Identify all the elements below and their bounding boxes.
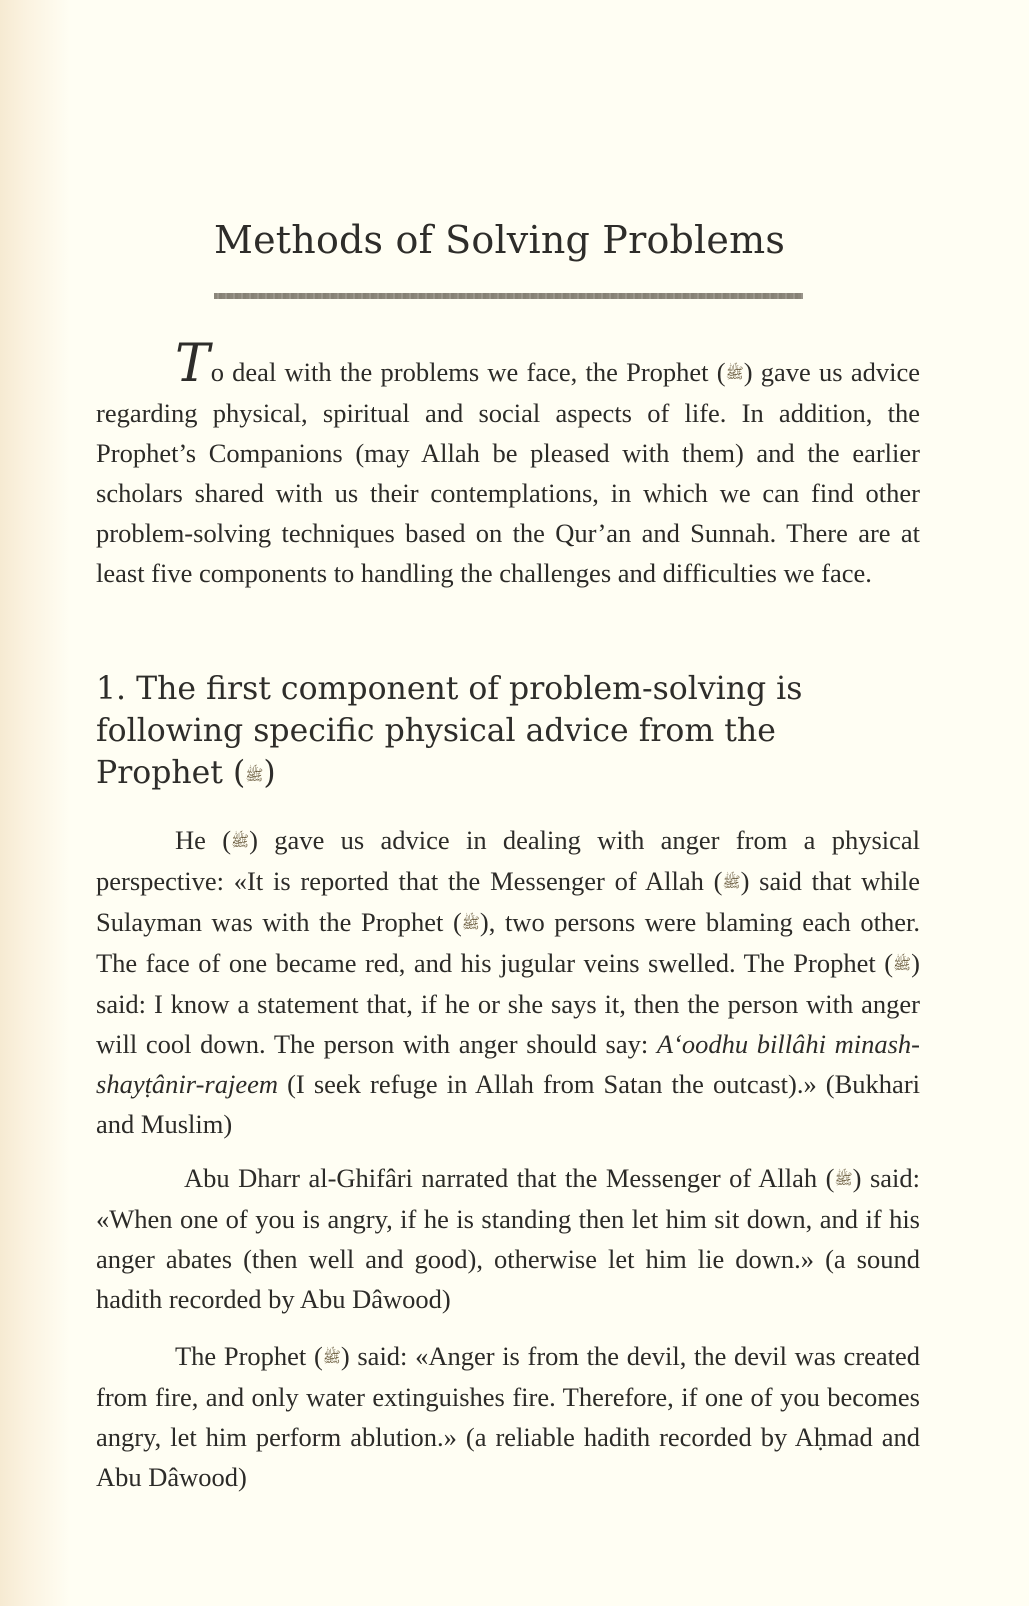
intro-paragraph [96,334,920,593]
text-segment: ) said: I know a statement that, if he or she says it, then the person with anger will cool down. The person with anger should say: [96,948,920,1059]
pbuh-honorific-icon: ﷺ [322,1348,341,1366]
title-underline-rule [214,293,803,299]
section-heading-close: ) [263,755,276,791]
intro-text-start: o deal with the problems we face, the Prophet ( [210,357,726,387]
paragraph-ablution [96,1336,920,1497]
text-segment: ) said: «When one of you is angry, if he is standing then let him sit down, and if his anger abates (then well and good), otherwise let him lie down.» (a sound hadith recorded by Abu Dâwood) [96,1163,921,1314]
page-spine-shadow [0,0,70,1606]
text-segment: He ( [175,825,232,855]
pbuh-honorific-icon: ﷺ [231,832,250,850]
text-segment: ), two persons were blaming each other. The face of one became red, and his jugular veins swelled. The Prophet ( [96,907,920,978]
text-segment: The Prophet ( [175,1341,323,1371]
chapter-title: Methods of Solving Problems [214,218,786,262]
text-segment: Abu Dharr al-Ghifâri narrated that the Messenger of Allah ( [184,1163,835,1193]
pbuh-honorific-icon: ﷺ [893,955,912,973]
paragraph-abu-dharr [96,1158,920,1319]
pbuh-honorific-icon: ﷺ [461,914,480,932]
pbuh-honorific-icon: ﷺ [722,873,741,891]
intro-text-rest: ) gave us advice regarding physical, spiritual and social aspects of life. In addition, the Prophet’s Companions (may Allah be pleased with them) and the earlier scholars shared with us their contemplations, in which we can find other problem-solving techniques based on the Qur’an and Sunnah. There are at least five components to handling the challenges and difficulties we face. [96,357,920,588]
drop-cap: T [175,334,210,394]
paragraph-anger-advice [96,820,920,1144]
text-segment: ) gave us advice in dealing with anger from a physical perspective: «It is reported that the Messenger of Allah ( [96,825,921,896]
section-heading [96,668,856,796]
text-segment: ) said that while Sulayman was with the Prophet ( [96,866,920,937]
text-segment: ) said: «Anger is from the devil, the devil was created from fire, and only water extinguishes fire. Therefore, if one of you becomes angry, let him perform ablution.» (a reliable hadith recorded by Aḥmad and Abu Dâwood) [96,1341,920,1492]
transliteration-phrase: A‘oodhu billâhi minash-shayṭânir-rajeem [96,1029,920,1099]
pbuh-honorific-icon: ﷺ [725,364,744,382]
text-segment: (I seek refuge in Allah from Satan the outcast).» (Bukhari and Muslim) [96,1069,920,1139]
pbuh-honorific-icon: ﷺ [834,1170,853,1188]
pbuh-honorific-icon: ﷺ [245,766,264,784]
section-heading-text: 1. The first component of problem-solving is following specific physical advice from the Prophet ( [96,671,803,791]
